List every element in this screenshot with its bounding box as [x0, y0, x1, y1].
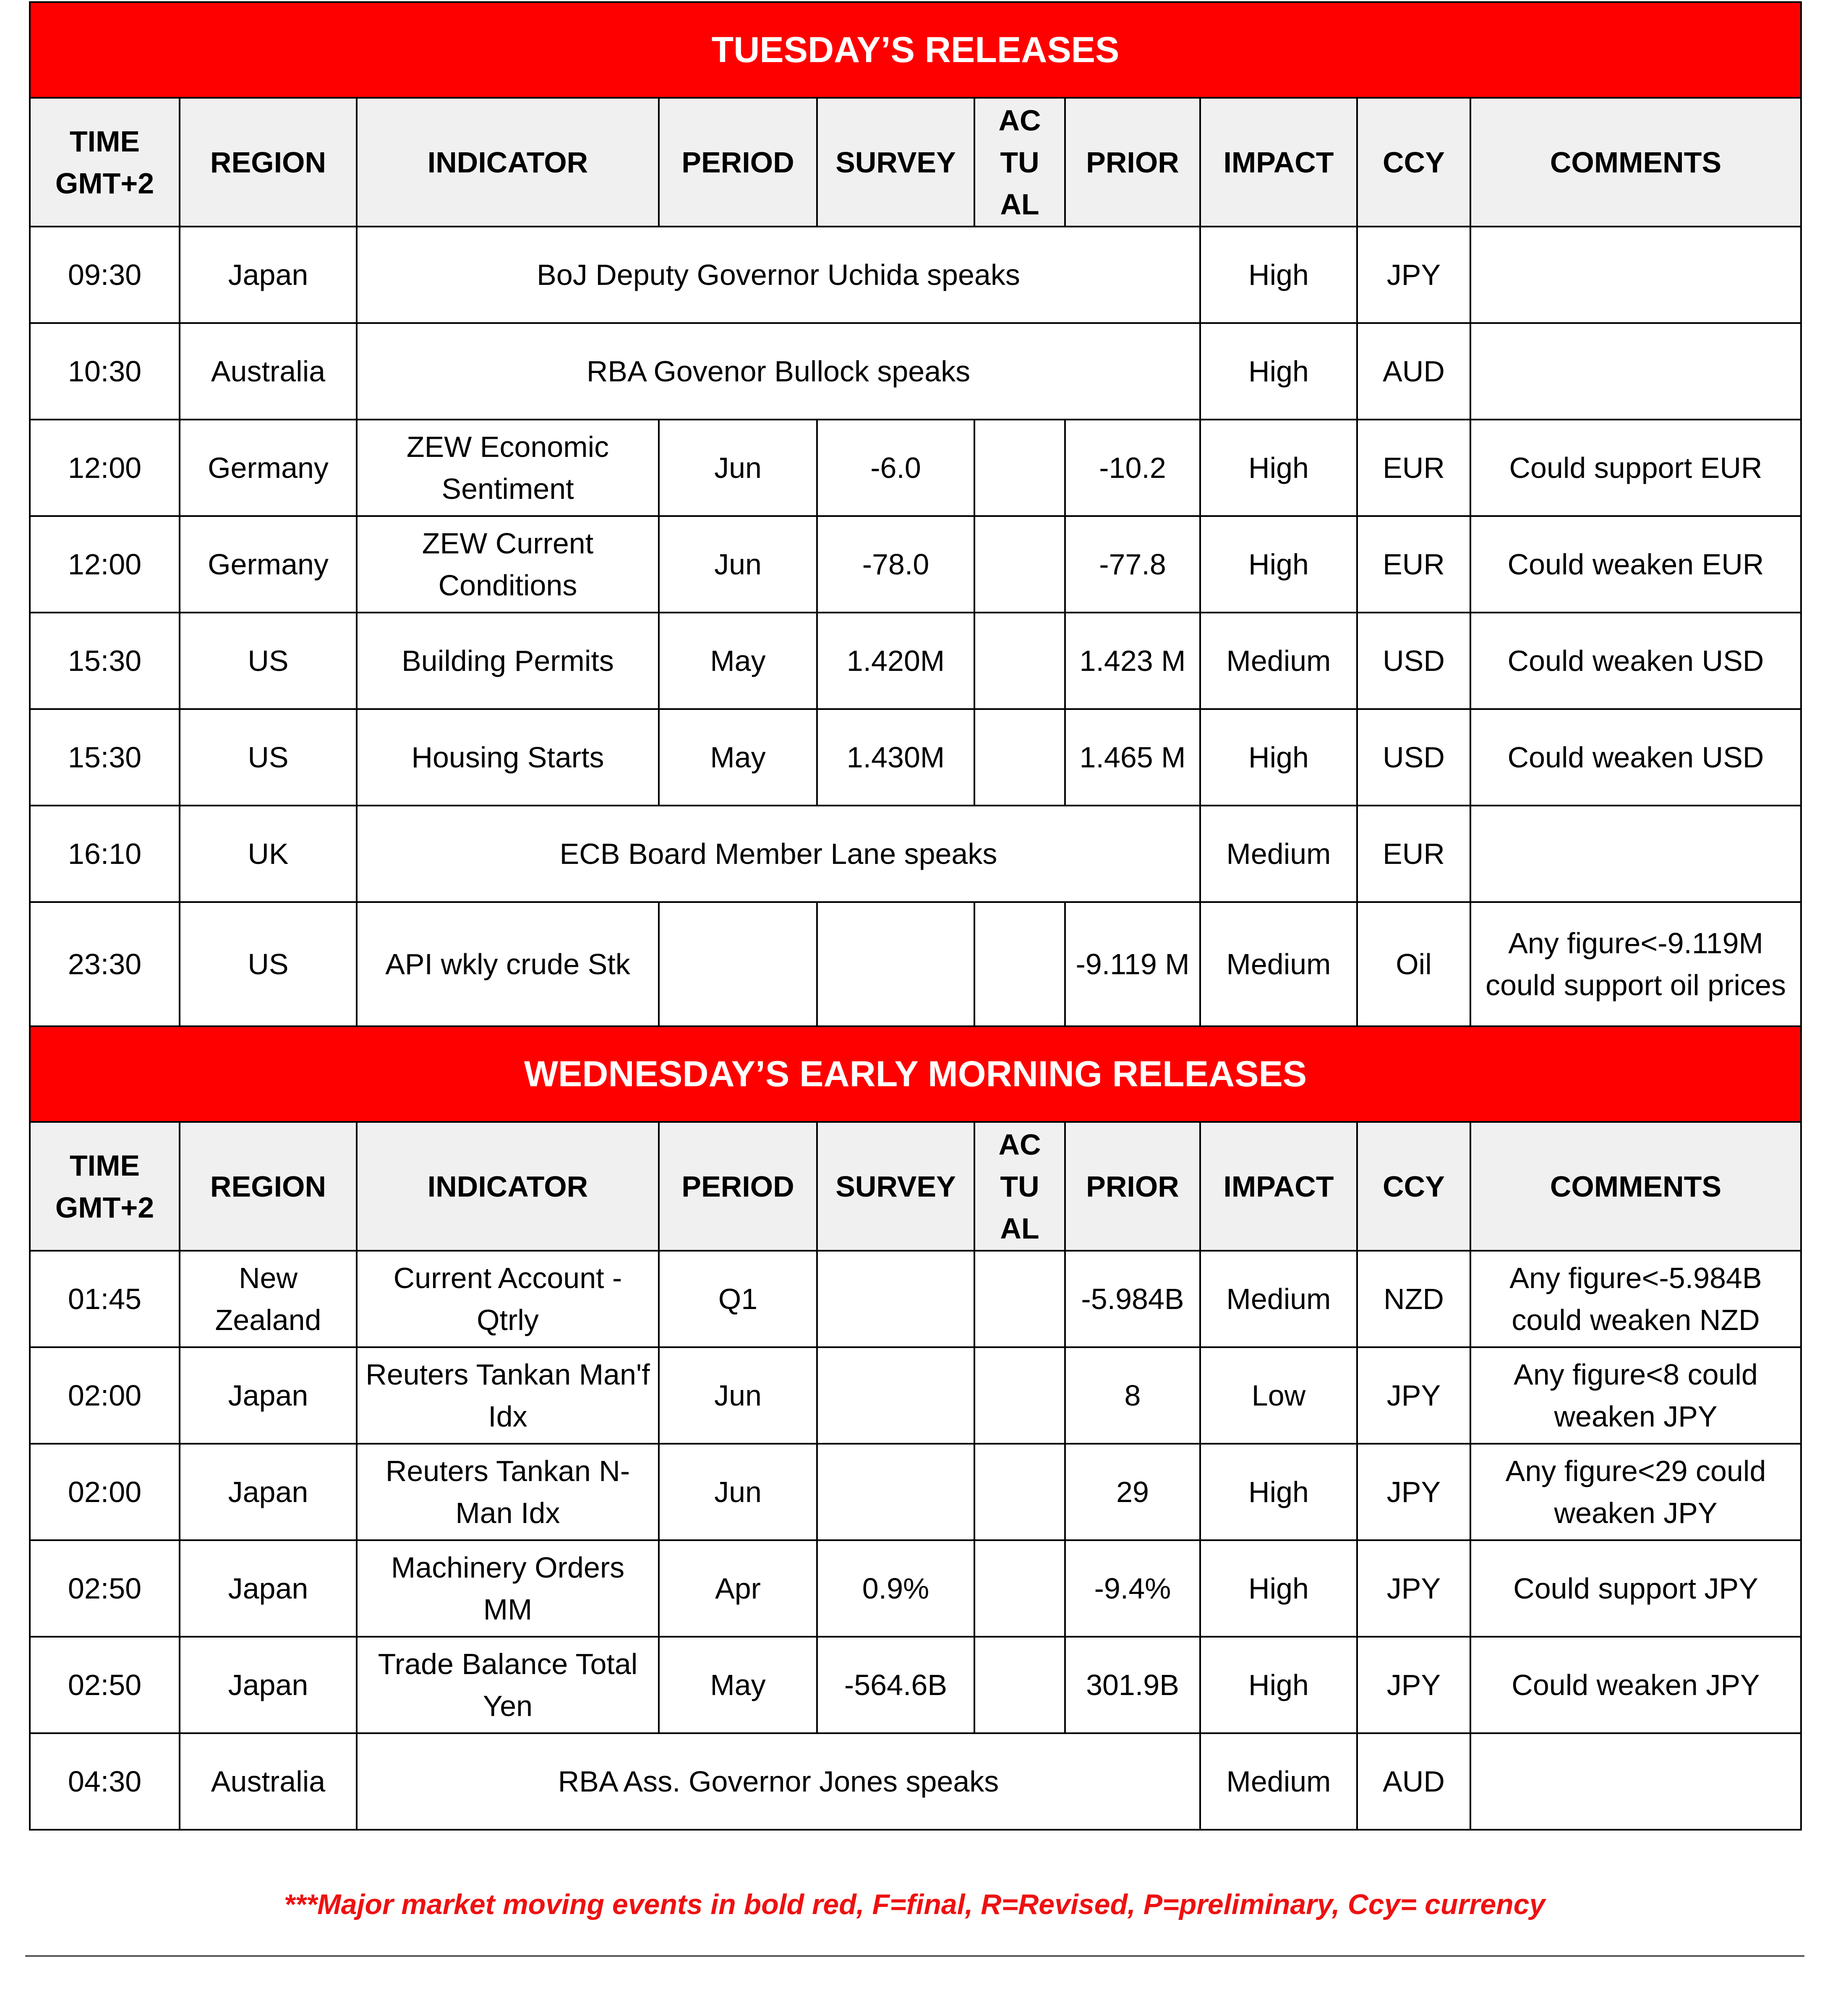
- impact-cell: High: [1200, 1540, 1357, 1637]
- impact-cell: High: [1200, 420, 1357, 516]
- region-cell: UK: [180, 806, 357, 902]
- survey-cell: [817, 1347, 974, 1444]
- header-survey: SURVEY: [817, 98, 974, 227]
- table-row: [30, 1637, 1801, 1733]
- period-cell: Q1: [659, 1251, 817, 1347]
- actual-cell: [974, 1444, 1065, 1540]
- impact-cell: Medium: [1200, 902, 1357, 1026]
- comments-cell: Could weaken EUR: [1470, 516, 1801, 613]
- table-row: [30, 806, 1801, 902]
- impact-cell: High: [1200, 1444, 1357, 1540]
- survey-cell: [817, 1444, 974, 1540]
- header-comments: COMMENTS: [1470, 98, 1801, 227]
- time-cell: 12:00: [30, 420, 180, 516]
- table-body: [30, 2, 1801, 1830]
- ccy-cell: AUD: [1357, 1733, 1470, 1830]
- indicator-cell: BoJ Deputy Governor Uchida speaks: [357, 227, 1200, 323]
- header-region: REGION: [180, 98, 357, 227]
- period-cell: Jun: [659, 420, 817, 516]
- prior-cell: -5.984B: [1065, 1251, 1200, 1347]
- footnote: ***Major market moving events in bold red, F=final, R=Revised, P=preliminary, Ccy= currency: [284, 1888, 1545, 1920]
- actual-cell: [974, 1251, 1065, 1347]
- ccy-cell: Oil: [1357, 902, 1470, 1026]
- table-row: [30, 1733, 1801, 1830]
- header-region: REGION: [180, 1122, 357, 1251]
- indicator-cell: Machinery Orders MM: [357, 1540, 659, 1637]
- ccy-cell: JPY: [1357, 1540, 1470, 1637]
- ccy-cell: EUR: [1357, 516, 1470, 613]
- region-cell: Japan: [180, 1540, 357, 1637]
- region-cell: Japan: [180, 1444, 357, 1540]
- comments-cell: Any figure<29 could weaken JPY: [1470, 1444, 1801, 1540]
- releases-sheet: [29, 1, 1800, 1831]
- table-row: [30, 1540, 1801, 1637]
- survey-cell: [817, 902, 974, 1026]
- survey-cell: 1.420M: [817, 613, 974, 709]
- region-cell: New Zealand: [180, 1251, 357, 1347]
- header-prior: PRIOR: [1065, 1122, 1200, 1251]
- indicator-cell: Reuters Tankan N-Man Idx: [357, 1444, 659, 1540]
- table-row: [30, 902, 1801, 1026]
- comments-cell: [1470, 323, 1801, 420]
- header-actual: AC TU AL: [974, 98, 1065, 227]
- ccy-cell: NZD: [1357, 1251, 1470, 1347]
- header-comments: COMMENTS: [1470, 1122, 1801, 1251]
- impact-cell: Medium: [1200, 1733, 1357, 1830]
- comments-cell: Any figure<8 could weaken JPY: [1470, 1347, 1801, 1444]
- prior-cell: 29: [1065, 1444, 1200, 1540]
- ccy-cell: EUR: [1357, 420, 1470, 516]
- header-indicator: INDICATOR: [357, 1122, 659, 1251]
- prior-cell: 1.465 M: [1065, 709, 1200, 806]
- region-cell: US: [180, 709, 357, 806]
- wednesday-section-title: WEDNESDAY’S EARLY MORNING RELEASES: [30, 1026, 1801, 1122]
- tuesday-section-title: TUESDAY’S RELEASES: [30, 2, 1801, 98]
- impact-cell: Medium: [1200, 613, 1357, 709]
- impact-cell: High: [1200, 709, 1357, 806]
- time-cell: 02:50: [30, 1540, 180, 1637]
- impact-cell: High: [1200, 323, 1357, 420]
- tuesday-banner-row: [30, 2, 1801, 98]
- region-cell: Australia: [180, 1733, 357, 1830]
- ccy-cell: JPY: [1357, 227, 1470, 323]
- region-cell: Australia: [180, 323, 357, 420]
- comments-cell: Could support JPY: [1470, 1540, 1801, 1637]
- table-row: [30, 420, 1801, 516]
- period-cell: [659, 902, 817, 1026]
- table-row: [30, 323, 1801, 420]
- region-cell: US: [180, 902, 357, 1026]
- time-cell: 04:30: [30, 1733, 180, 1830]
- indicator-cell: ZEW Economic Sentiment: [357, 420, 659, 516]
- comments-cell: [1470, 227, 1801, 323]
- indicator-cell: ZEW Current Conditions: [357, 516, 659, 613]
- ccy-cell: JPY: [1357, 1637, 1470, 1733]
- time-cell: 02:00: [30, 1347, 180, 1444]
- period-cell: Jun: [659, 516, 817, 613]
- ccy-cell: EUR: [1357, 806, 1470, 902]
- ccy-cell: JPY: [1357, 1444, 1470, 1540]
- impact-cell: High: [1200, 227, 1357, 323]
- prior-cell: -10.2: [1065, 420, 1200, 516]
- comments-cell: Any figure<-5.984B could weaken NZD: [1470, 1251, 1801, 1347]
- period-cell: Jun: [659, 1347, 817, 1444]
- bottom-divider: [25, 1955, 1804, 1957]
- actual-cell: [974, 902, 1065, 1026]
- header-ccy: CCY: [1357, 98, 1470, 227]
- ccy-cell: AUD: [1357, 323, 1470, 420]
- actual-cell: [974, 1347, 1065, 1444]
- time-cell: 02:50: [30, 1637, 180, 1733]
- header-prior: PRIOR: [1065, 98, 1200, 227]
- ccy-cell: JPY: [1357, 1347, 1470, 1444]
- time-cell: 15:30: [30, 709, 180, 806]
- survey-cell: -78.0: [817, 516, 974, 613]
- actual-cell: [974, 420, 1065, 516]
- time-cell: 16:10: [30, 806, 180, 902]
- indicator-cell: RBA Govenor Bullock speaks: [357, 323, 1200, 420]
- header-impact: IMPACT: [1200, 98, 1357, 227]
- actual-cell: [974, 709, 1065, 806]
- table-row: [30, 1251, 1801, 1347]
- header-impact: IMPACT: [1200, 1122, 1357, 1251]
- indicator-cell: Current Account - Qtrly: [357, 1251, 659, 1347]
- wednesday-header-row: [30, 1122, 1801, 1251]
- table-row: [30, 516, 1801, 613]
- comments-cell: Could support EUR: [1470, 420, 1801, 516]
- survey-cell: -564.6B: [817, 1637, 974, 1733]
- survey-cell: 0.9%: [817, 1540, 974, 1637]
- time-cell: 10:30: [30, 323, 180, 420]
- impact-cell: High: [1200, 516, 1357, 613]
- ccy-cell: USD: [1357, 709, 1470, 806]
- actual-cell: [974, 516, 1065, 613]
- indicator-cell: API wkly crude Stk: [357, 902, 659, 1026]
- indicator-cell: Trade Balance Total Yen: [357, 1637, 659, 1733]
- indicator-cell: RBA Ass. Governor Jones speaks: [357, 1733, 1200, 1830]
- table-row: [30, 1444, 1801, 1540]
- time-cell: 15:30: [30, 613, 180, 709]
- actual-cell: [974, 613, 1065, 709]
- time-cell: 12:00: [30, 516, 180, 613]
- impact-cell: High: [1200, 1637, 1357, 1733]
- indicator-cell: Housing Starts: [357, 709, 659, 806]
- header-indicator: INDICATOR: [357, 98, 659, 227]
- prior-cell: 1.423 M: [1065, 613, 1200, 709]
- header-survey: SURVEY: [817, 1122, 974, 1251]
- time-cell: 01:45: [30, 1251, 180, 1347]
- time-cell: 23:30: [30, 902, 180, 1026]
- comments-cell: [1470, 1733, 1801, 1830]
- table-row: [30, 613, 1801, 709]
- table-row: [30, 1347, 1801, 1444]
- header-actual: AC TU AL: [974, 1122, 1065, 1251]
- wednesday-banner-row: [30, 1026, 1801, 1122]
- prior-cell: 301.9B: [1065, 1637, 1200, 1733]
- comments-cell: [1470, 806, 1801, 902]
- region-cell: Japan: [180, 227, 357, 323]
- comments-cell: Any figure<-9.119M could support oil prices: [1470, 902, 1801, 1026]
- period-cell: May: [659, 709, 817, 806]
- table-row: [30, 227, 1801, 323]
- period-cell: Apr: [659, 1540, 817, 1637]
- indicator-cell: Reuters Tankan Man'f Idx: [357, 1347, 659, 1444]
- impact-cell: Medium: [1200, 1251, 1357, 1347]
- indicator-cell: ECB Board Member Lane speaks: [357, 806, 1200, 902]
- survey-cell: 1.430M: [817, 709, 974, 806]
- releases-table: [29, 1, 1802, 1831]
- tuesday-header-row: [30, 98, 1801, 227]
- region-cell: Germany: [180, 516, 357, 613]
- prior-cell: -9.4%: [1065, 1540, 1200, 1637]
- prior-cell: 8: [1065, 1347, 1200, 1444]
- actual-cell: [974, 1540, 1065, 1637]
- header-time: TIME GMT+2: [30, 1122, 180, 1251]
- header-time: TIME GMT+2: [30, 98, 180, 227]
- time-cell: 09:30: [30, 227, 180, 323]
- region-cell: Japan: [180, 1637, 357, 1733]
- comments-cell: Could weaken USD: [1470, 613, 1801, 709]
- header-period: PERIOD: [659, 98, 817, 227]
- actual-cell: [974, 1637, 1065, 1733]
- impact-cell: Medium: [1200, 806, 1357, 902]
- prior-cell: -77.8: [1065, 516, 1200, 613]
- time-cell: 02:00: [30, 1444, 180, 1540]
- period-cell: May: [659, 613, 817, 709]
- header-period: PERIOD: [659, 1122, 817, 1251]
- header-ccy: CCY: [1357, 1122, 1470, 1251]
- region-cell: Germany: [180, 420, 357, 516]
- period-cell: May: [659, 1637, 817, 1733]
- period-cell: Jun: [659, 1444, 817, 1540]
- impact-cell: Low: [1200, 1347, 1357, 1444]
- comments-cell: Could weaken USD: [1470, 709, 1801, 806]
- region-cell: US: [180, 613, 357, 709]
- indicator-cell: Building Permits: [357, 613, 659, 709]
- prior-cell: -9.119 M: [1065, 902, 1200, 1026]
- survey-cell: [817, 1251, 974, 1347]
- comments-cell: Could weaken JPY: [1470, 1637, 1801, 1733]
- survey-cell: -6.0: [817, 420, 974, 516]
- ccy-cell: USD: [1357, 613, 1470, 709]
- region-cell: Japan: [180, 1347, 357, 1444]
- table-row: [30, 709, 1801, 806]
